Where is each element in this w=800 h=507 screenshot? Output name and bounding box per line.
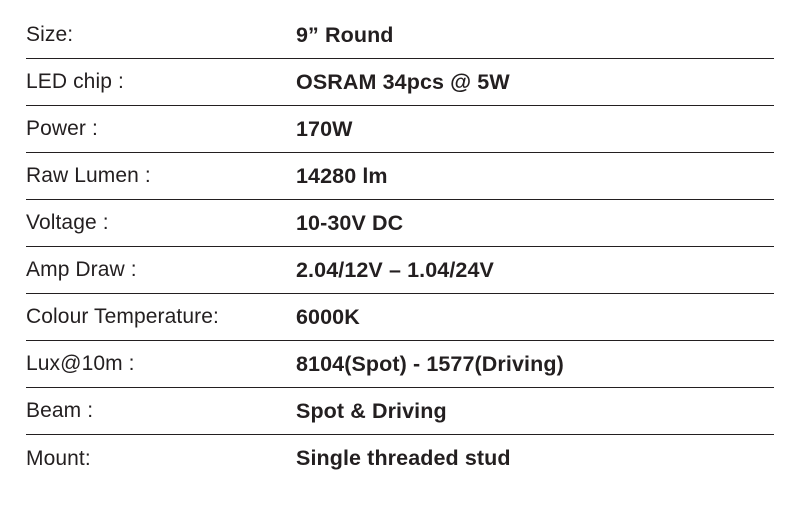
spec-value-lux-at-10m: 8104(Spot) - 1577(Driving) — [296, 351, 564, 376]
spec-label-lux-at-10m: Lux@10m : — [26, 352, 135, 375]
table-row — [26, 200, 774, 247]
table-row — [26, 435, 774, 482]
spec-value-power: 170W — [296, 116, 353, 141]
spec-value-size: 9” Round — [296, 22, 394, 47]
spec-label-size: Size: — [26, 23, 74, 46]
table-row — [26, 388, 774, 435]
table-row — [26, 106, 774, 153]
spec-label-raw-lumen: Raw Lumen : — [26, 164, 151, 187]
spec-value-raw-lumen: 14280 lm — [296, 163, 388, 188]
spec-label-mount: Mount: — [26, 446, 91, 470]
spec-value-amp-draw: 2.04/12V – 1.04/24V — [296, 257, 494, 282]
spec-label-beam: Beam : — [26, 399, 94, 422]
spec-label-led-chip: LED chip : — [26, 70, 124, 93]
table-row — [26, 12, 774, 59]
spec-value-colour-temperature: 6000K — [296, 304, 360, 329]
spec-label-colour-temperature: Colour Temperature: — [26, 305, 219, 328]
spec-label-voltage: Voltage : — [26, 211, 109, 234]
table-row — [26, 247, 774, 294]
spec-label-amp-draw: Amp Draw : — [26, 258, 137, 281]
spec-value-led-chip: OSRAM 34pcs @ 5W — [296, 69, 510, 94]
table-row — [26, 153, 774, 200]
table-row — [26, 341, 774, 388]
spec-value-voltage: 10-30V DC — [296, 210, 404, 235]
spec-value-beam: Spot & Driving — [296, 398, 447, 423]
table-row — [26, 294, 774, 341]
table-row — [26, 59, 774, 106]
spec-label-power: Power : — [26, 117, 98, 140]
spec-value-mount: Single threaded stud — [296, 446, 511, 470]
